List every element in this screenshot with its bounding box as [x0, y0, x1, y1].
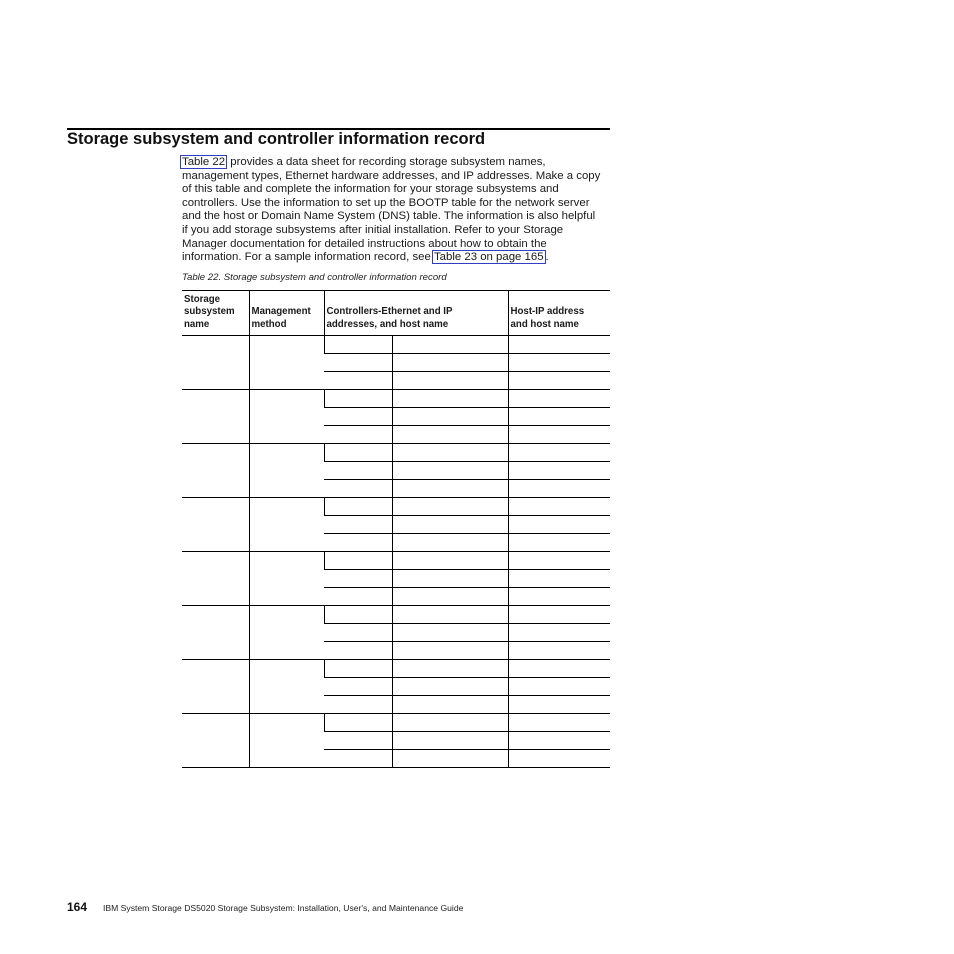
cell-host-ip-address [508, 426, 610, 444]
paragraph-line: of this table and complete the information for your storage subsystems and [182, 183, 559, 196]
table-row [182, 552, 610, 570]
table-23-link[interactable]: Table 23 on page 165 [433, 251, 544, 264]
table-row [182, 336, 610, 354]
header-text: addresses, and host name [326, 318, 449, 330]
table-row [182, 498, 610, 516]
header-text: and host name [510, 318, 579, 330]
cell-host-ip-address [508, 534, 610, 552]
cell-host-ip-address [508, 552, 610, 570]
cell-management-method [249, 390, 324, 444]
cell-controller-ethernet-ip [392, 354, 508, 372]
paragraph-line: if you add storage subsystems after initial installation. Refer to your Storage [182, 223, 564, 236]
table-row [182, 390, 610, 408]
cell-controller [324, 696, 392, 714]
table-row [182, 660, 610, 678]
cell-controller [324, 354, 392, 372]
cell-controller [324, 426, 392, 444]
cell-host-ip-address [508, 588, 610, 606]
cell-management-method [249, 498, 324, 552]
paragraph-line: Manager documentation for detailed instructions about how to obtain the [182, 237, 547, 250]
cell-host-ip-address [508, 696, 610, 714]
cell-controller-ethernet-ip [392, 624, 508, 642]
header-controllers-ethernet-ip [324, 291, 508, 336]
paragraph-text: provides a data sheet for recording storage subsystem names, [227, 156, 546, 168]
footer-book-title: IBM System Storage DS5020 Storage Subsystem: Installation, User's, and Maintenance Guide [103, 903, 464, 913]
cell-host-ip-address [508, 678, 610, 696]
cell-storage-subsystem-name [182, 390, 249, 444]
cell-controller [324, 408, 392, 426]
paragraph-text: information. For a sample information record, see [182, 251, 434, 264]
cell-controller-ethernet-ip [392, 642, 508, 660]
cell-controller [324, 660, 392, 678]
cell-storage-subsystem-name [182, 660, 249, 714]
cell-host-ip-address [508, 372, 610, 390]
cell-controller-ethernet-ip [392, 714, 508, 732]
cell-controller-ethernet-ip [392, 336, 508, 354]
cell-controller-ethernet-ip [392, 732, 508, 750]
header-storage-subsystem-name [182, 291, 249, 336]
cell-management-method [249, 714, 324, 768]
information-record-table [182, 290, 610, 768]
table-row [182, 606, 610, 624]
cell-controller [324, 624, 392, 642]
cell-storage-subsystem-name [182, 714, 249, 768]
cell-controller [324, 552, 392, 570]
cell-controller-ethernet-ip [392, 408, 508, 426]
cell-controller-ethernet-ip [392, 588, 508, 606]
cell-host-ip-address [508, 354, 610, 372]
table-22-link[interactable]: Table 22 [182, 156, 226, 168]
cell-controller [324, 372, 392, 390]
cell-management-method [249, 336, 324, 390]
cell-controller-ethernet-ip [392, 750, 508, 768]
paragraph-line [182, 156, 610, 170]
cell-controller-ethernet-ip [392, 390, 508, 408]
header-text: name [184, 318, 210, 330]
cell-host-ip-address [508, 462, 610, 480]
header-host-ip-address [508, 291, 610, 336]
cell-controller-ethernet-ip [392, 660, 508, 678]
cell-host-ip-address [508, 750, 610, 768]
cell-controller [324, 534, 392, 552]
cell-host-ip-address [508, 480, 610, 498]
cell-storage-subsystem-name [182, 552, 249, 606]
paragraph-line: management types, Ethernet hardware addresses, and IP addresses. Make a copy [182, 169, 601, 182]
table-header-row [182, 291, 610, 336]
cell-controller-ethernet-ip [392, 372, 508, 390]
cell-controller [324, 678, 392, 696]
cell-host-ip-address [508, 390, 610, 408]
cell-controller-ethernet-ip [392, 444, 508, 462]
cell-controller-ethernet-ip [392, 480, 508, 498]
cell-controller [324, 498, 392, 516]
cell-controller [324, 516, 392, 534]
header-text: Host-IP address [510, 306, 585, 318]
cell-controller [324, 642, 392, 660]
cell-controller [324, 714, 392, 732]
header-text: Management [251, 306, 311, 318]
cell-controller-ethernet-ip [392, 498, 508, 516]
table-row [182, 714, 610, 732]
cell-controller [324, 390, 392, 408]
cell-controller-ethernet-ip [392, 552, 508, 570]
cell-storage-subsystem-name [182, 444, 249, 498]
cell-host-ip-address [508, 660, 610, 678]
header-text: subsystem [184, 306, 235, 318]
cell-host-ip-address [508, 516, 610, 534]
cell-controller-ethernet-ip [392, 426, 508, 444]
cell-management-method [249, 660, 324, 714]
cell-host-ip-address [508, 714, 610, 732]
cell-controller [324, 588, 392, 606]
cell-controller [324, 462, 392, 480]
cell-host-ip-address [508, 408, 610, 426]
cell-controller-ethernet-ip [392, 534, 508, 552]
cell-host-ip-address [508, 606, 610, 624]
paragraph-line [182, 251, 610, 265]
section-heading: Storage subsystem and controller information record [67, 130, 486, 148]
header-text: Controllers-Ethernet and IP [326, 306, 453, 318]
cell-controller [324, 336, 392, 354]
header-text: method [251, 318, 287, 330]
cell-controller-ethernet-ip [392, 516, 508, 534]
table-body [182, 336, 610, 768]
cell-controller [324, 570, 392, 588]
cell-controller-ethernet-ip [392, 678, 508, 696]
cell-management-method [249, 606, 324, 660]
cell-storage-subsystem-name [182, 606, 249, 660]
header-management-method [249, 291, 324, 336]
header-text: Storage [184, 293, 221, 305]
cell-controller [324, 480, 392, 498]
cell-management-method [249, 552, 324, 606]
intro-paragraph [182, 156, 610, 265]
table-caption: Table 22. Storage subsystem and controller information record [182, 272, 447, 283]
cell-controller-ethernet-ip [392, 462, 508, 480]
cell-host-ip-address [508, 624, 610, 642]
cell-host-ip-address [508, 642, 610, 660]
cell-controller [324, 750, 392, 768]
paragraph-line: and the host or Domain Name System (DNS) table. The information is also helpful [182, 210, 596, 223]
cell-storage-subsystem-name [182, 498, 249, 552]
cell-host-ip-address [508, 444, 610, 462]
cell-host-ip-address [508, 336, 610, 354]
cell-management-method [249, 444, 324, 498]
cell-storage-subsystem-name [182, 336, 249, 390]
cell-controller [324, 444, 392, 462]
cell-controller-ethernet-ip [392, 570, 508, 588]
page-number: 164 [67, 900, 88, 914]
cell-host-ip-address [508, 732, 610, 750]
cell-controller [324, 606, 392, 624]
paragraph-text: . [545, 251, 549, 264]
cell-host-ip-address [508, 498, 610, 516]
table-row [182, 444, 610, 462]
paragraph-line: controllers. Use the information to set up the BOOTP table for the network server [182, 196, 590, 209]
cell-controller [324, 732, 392, 750]
cell-controller-ethernet-ip [392, 606, 508, 624]
cell-controller-ethernet-ip [392, 696, 508, 714]
cell-host-ip-address [508, 570, 610, 588]
